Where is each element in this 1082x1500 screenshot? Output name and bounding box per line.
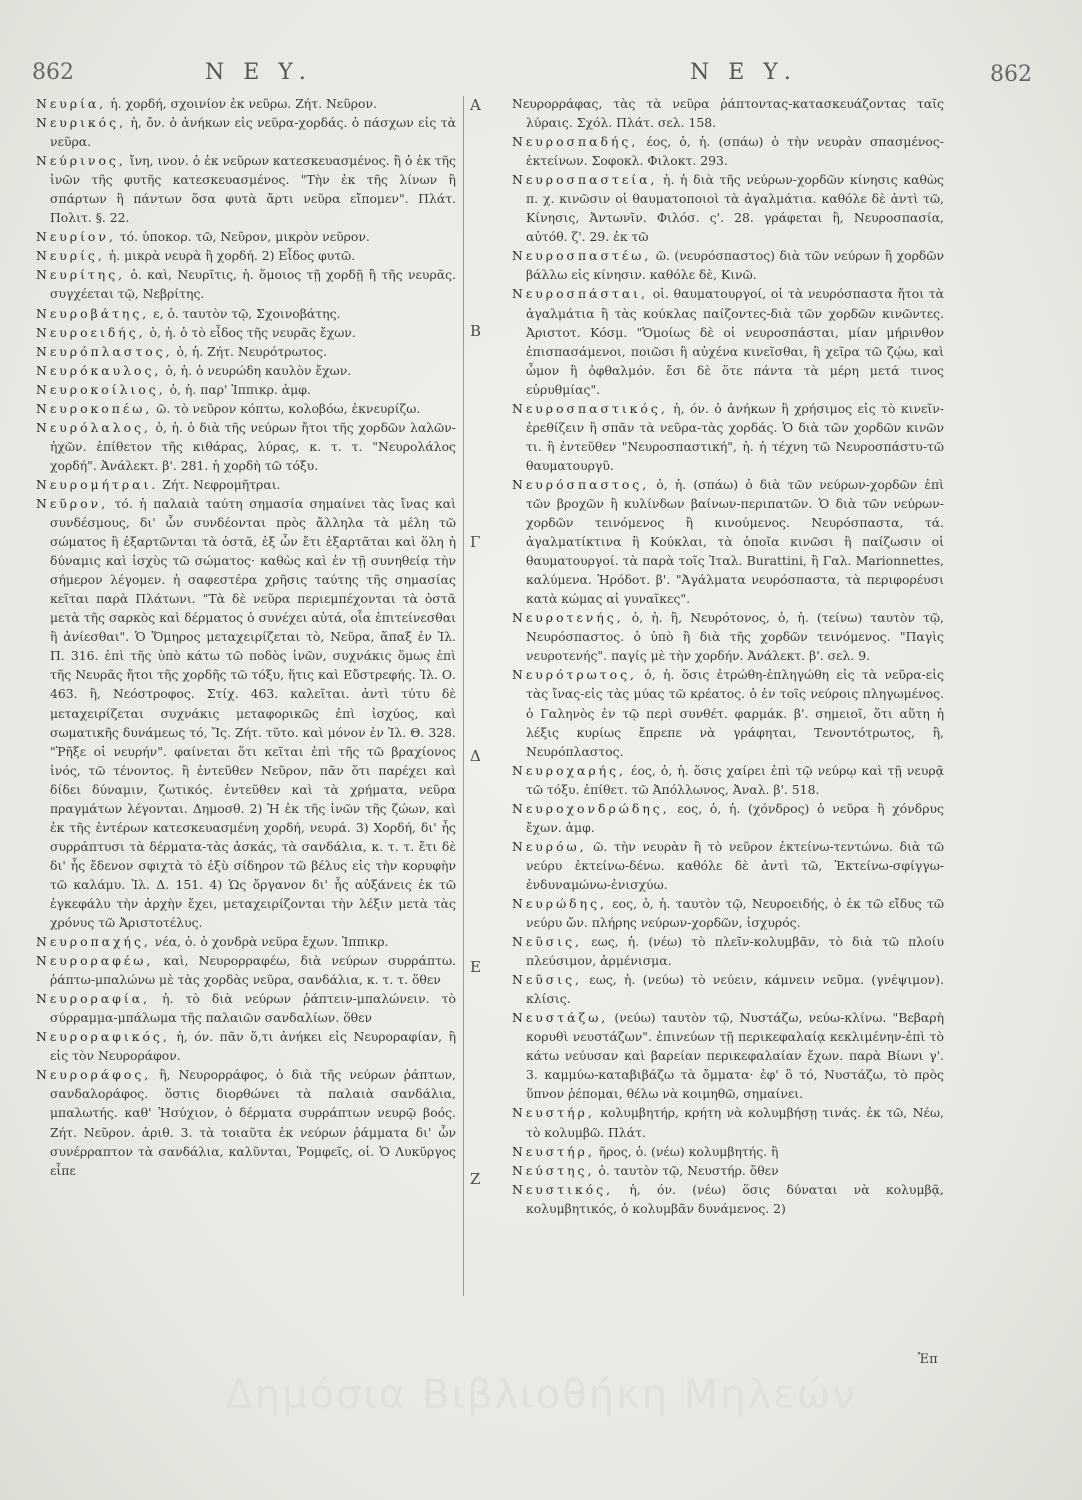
dictionary-entry: [36, 246, 456, 265]
entry-definition: ἡ. χορδή, σχοινίον ἐκ νεῦρω. Ζήτ. Νεῦρον.: [106, 96, 377, 111]
dictionary-entry: [512, 970, 944, 1008]
dictionary-entry: [36, 94, 456, 113]
dictionary-entry: [512, 1142, 944, 1161]
headword: Νεῦρον,: [36, 495, 109, 511]
dictionary-entry: [512, 284, 944, 398]
entry-definition: ὁ. καὶ, Νευρῖτις, ἡ. ὅμοιος τῇ χορδῇ ἢ τῆς νευρᾶς. συγχέεται τῷ, Νεβρίτης.: [50, 267, 456, 302]
dictionary-entry: [36, 418, 456, 475]
dictionary-entry: [512, 932, 944, 970]
dictionary-entry: [36, 1065, 456, 1179]
headword: Νεῦσις,: [512, 934, 582, 950]
entry-definition: ἡ, ὄν. ὁ ἀνήκων εἰς νεῦρα-χορδάς. ὁ πάσχων εἰς τὰ νεῦρα.: [50, 115, 456, 150]
entry-definition: ἡ. μικρὰ νευρὰ ἢ χορδή. 2) Εἶδος φυτῶ.: [104, 248, 356, 264]
entry-definition: ὁ. ταυτὸν τῷ, Νευστήρ. ὅθεν: [594, 1162, 779, 1178]
entry-definition: ὁ, ἡ. ἢ, Νευρότονος, ὁ, ἡ. (τείνω) ταυτὸν τῷ, Νευρόσπαστος. ὁ ὑπὸ ἢ διὰ τῆς χορδῶν τεινόμενος. "Παγὶς νευροτενής". παγίς μὲ τὴν χορδήν. Ἀνάλεκτ. β'. σελ. 9.: [526, 610, 944, 664]
dictionary-entry: [36, 323, 456, 342]
entry-definition: ὁ, ἡ. ὁ τὸ εἶδος τῆς νευρᾶς ἔχων.: [145, 324, 356, 340]
dictionary-entry: [36, 342, 456, 361]
dictionary-entry: [512, 799, 944, 837]
headword: Νευροπαχής,: [36, 934, 151, 950]
headword: Νευροχονδρώδης,: [512, 800, 670, 816]
dictionary-entry: [36, 361, 456, 380]
headword: Νευρικός,: [36, 115, 127, 131]
entry-definition: ῶ. τὸ νεῦρον κόπτω, κολοβόω, ἐκνευρίζω.: [152, 400, 421, 416]
headword: Νευρομήτραι.: [36, 476, 159, 492]
entry-definition: εως, ἡ. (νεύω) τὸ νεύειν, κάμνειν νεῦμα. (γνέψιμον). κλίσις.: [526, 972, 944, 1007]
entry-definition: εος, ὁ, ἡ. ταυτὸν τῷ, Νευροειδής, ὁ ἐκ τῶ εἴδυς τῶ νεύρυ ὤν. πλήρης νεύρων-χορδῶν, ἰσχυρός.: [526, 895, 944, 931]
headword: Νευροτενής,: [512, 610, 624, 626]
dictionary-entry: [512, 399, 944, 475]
entry-definition: ῶ. (νευρόσπαστος) διὰ τῶν νεύρων ἢ χορδῶν βάλλω εἰς κίνησιν. καθόλε δὲ, Κινῶ.: [526, 248, 944, 283]
headword: Νευρόλαλος,: [36, 419, 151, 435]
dictionary-entry: [512, 1008, 944, 1103]
section-letter-f: Ζ: [470, 1170, 481, 1188]
catchword: Ἐπ: [918, 1352, 938, 1367]
entry-definition: ῆρος, ὁ. (νέω) κολυμβητής. ἢ: [594, 1143, 779, 1159]
dictionary-entry: [36, 265, 456, 303]
headword: Νευστάζω,: [512, 1010, 609, 1026]
dictionary-entry: [36, 989, 456, 1027]
entry-definition: εος, ὁ, ἡ. (χόνδρος) ὁ νεῦρα ἢ χόνδρυς ἔχων. ἀμφ.: [526, 800, 944, 835]
entry-definition: εως, ἡ. (νέω) τὸ πλεῖν-κολυμβᾶν, τὸ διὰ τῶ πλοίυ πλεύσιμον, ἁρμένισμα.: [526, 934, 944, 969]
headword: Νευρόσπαστος,: [512, 476, 650, 492]
dictionary-entry: [512, 665, 944, 760]
dictionary-entry: [512, 132, 944, 170]
headword: Νευρότρωτος,: [512, 667, 637, 683]
entry-definition: οἱ. θαυματουργοί, οἱ τὰ νευρόσπαστα ἤτοι τὰ ἀγαλμάτια ἢ τὰς κούκλας παίζοντες-διὰ τῶν χορδῶν κινῶντες. Ἀριστοτ. Κόσμ. "Ὁμοίως δὲ οἱ νευροσπάσται, μίαν μήρινθον ἐπισπασάμενοι, ποιῶσι ἢ αὐχένα κινεῖσθαι, ἢ χεῖρα τῶ ζῴω, καὶ ὦμον ἢ ὀφθαλμόν. ἔσι δὲ ὅτε πάντα τὰ μέρη μετά τινος εὐρυθμίας".: [526, 286, 944, 397]
entry-definition: ἡ. ἡ διὰ τῆς νεύρων-χορδῶν κίνησις καθὼς π. χ. κινῶσιν οἱ θαυματοποιοὶ τὰ ἀγαλμάτια. καθόλε δὲ ἀντὶ τῶ, Κίνησις, Ἀντωνῖν. Φιλόσ. ς'. 28. γράφεται ἢ, Νευροσπασία, αὐτόθ. ζ'. 29. ἐκ τῶ: [526, 172, 944, 245]
column-divider: [463, 96, 464, 1296]
dictionary-entry: [36, 1027, 456, 1065]
headword: Νεύστης,: [512, 1162, 595, 1178]
headword: Νευστήρ,: [512, 1105, 595, 1121]
headword: Νευστικός,: [512, 1181, 614, 1197]
dictionary-entry: [512, 761, 944, 799]
dictionary-entry: [36, 304, 456, 323]
dictionary-entry: [512, 1180, 944, 1218]
entry-definition: ὁ, ἡ. ὅσις ἐτρώθη-ἐπληγώθη εἰς τὰ νεῦρα-εἰς τὰς ἴνας-εἰς τὰς μύας τῶ κρέατος. ὁ ἐν τοῖς νεύροις πληγωμένος. ὁ Γαληνὸς ἐν τῷ περὶ συνθέτ. φαρμάκ. β'. σημειοῖ, ὅτι αὕτη ἡ λέξις κυρίως ἔπρεπε νὰ γράφηται, Τενοντότρωτος, ἢ, Νευρόπλαστος.: [526, 667, 944, 759]
entry-definition: ὁ, ἡ. (σπάω) ὁ διὰ τῶν νεύρων-χορδῶν ἐπὶ τῶν βροχῶν ἢ κυλίνδων βαίνων-περιπατῶν. Ὁ διὰ τῶν νεύρων-χορδῶν τεινόμενος ἢ κινούμενος. Νευρόσπαστα, τά. ἀγαλματίκτινα ἢ Κούκλαι, τὰ ὁποῖα κινῶσι ἢ παίζωσιν οἱ θαυματουργοί. τὰ παρὰ τοῖς Ἰταλ. Burattini, ἢ Γαλ. Marionnettes, καλύμενα. Ἡρόδοτ. β'. "Ἀγάλματα νευρόσπαστα, τὰ περιφορέυσι κατὰ κώμας αἱ γυναῖκες".: [526, 476, 944, 607]
dictionary-entry: [512, 475, 944, 608]
section-letter-e: Ε: [470, 958, 481, 976]
entry-definition: τό. ὑποκορ. τῶ, Νεῦρον, μικρὸν νεῦρον.: [115, 229, 370, 245]
page-number-right: 862: [990, 62, 1032, 87]
headword: Νευρώδης,: [512, 895, 607, 911]
headword: Νευροσπαστέω,: [512, 248, 652, 264]
entry-definition: ἡ, όν. ὁ ἀνήκων ἢ χρήσιμος εἰς τὸ κινεῖν-ἐρεθίζειν ἢ σπᾶν τὰ νεῦρα-τὰς χορδάς. Ὁ διὰ τῶν χορδῶν κινῶν τι. ἢ ἐντεῦθεν "Νευροσπαστική", ἡ. ἡ τέχνη τῶ Νευροσπάστυ-τῶ θαυματουργῦ.: [526, 400, 944, 473]
headword: Νευροραφικός,: [36, 1029, 170, 1045]
section-letter-c: Γ: [470, 533, 481, 551]
dictionary-entry: [512, 837, 944, 894]
entry-definition: ἡ. τὸ διὰ νεύρων ῥάπτειν-μπαλώνειν. τὸ σύρραμμα-μπάλωμα τῆς παλαιῶν σανδαλίων. ὅθεν: [50, 991, 456, 1026]
right-column: [512, 94, 944, 1379]
library-watermark: Δημόσια Βιβλιοθήκη Μηλεών: [225, 1372, 857, 1418]
entry-definition: έος, ὁ, ἡ. ὅσις χαίρει ἐπὶ τῷ νεύρῳ καὶ τῇ νευρᾷ τῶ τόξυ. ἐπίθετ. τῶ Ἀπόλλωνος, Ἀναλ. β'. 518.: [526, 762, 944, 797]
headword: Νευροκοίλιος,: [36, 381, 166, 397]
section-letter-a: Α: [470, 96, 481, 114]
headword: Νευρόπλαστος,: [36, 343, 173, 359]
headword: Νευροκοπέω,: [36, 400, 153, 416]
entry-definition: ἢ, Νευρορράφος, ὁ διὰ τῆς νεύρων ῥάπτων, σανδαλοράφος. ὅστις διορθώνει τὰ παλαιὰ σανδάλια, μπαλωτής. καθ' Ἡσύχιον, ὁ δέρματα συρράπτων νευρῷ βοός. Ζήτ. Νεῦρον. ἀριθ. 3. τὰ τοιαῦτα ἐκ νεύρων ῥάμματα δι' ὧν συνέρραπτον τὰ σανδάλια, καλῦνται, Ῥομφεῖς, οἱ. Ὁ Λυκῦργος εἶπε: [50, 1067, 456, 1178]
headword: Νευρόκαυλος,: [36, 362, 162, 378]
section-letter-d: Δ: [470, 747, 481, 765]
headword: Νευροσπαστεία,: [512, 172, 658, 188]
entry-definition: κολυμβητήρ, κρήτη νὰ κολυμβήσῃ τινάς. ἐκ τῶ, Νέω, τὸ κολυμβῶ. Πλάτ.: [526, 1105, 944, 1140]
entry-definition: ε, ὁ. ταυτὸν τῷ, Σχοινοβάτης.: [149, 305, 341, 321]
dictionary-entry: [512, 94, 944, 132]
entry-definition: ἴνη, ινον. ὁ ἐκ νεῦρων κατεσκευασμένος. ἢ ὁ ἐκ τῆς ἰνῶν τῆς φυτῆς κατεσκευασμένος. "Τὴν ἐκ τῆς λίνων ἢ σπάρτων ἢ πάντων ὅσα φυτὰ ἄρτι νεῦρα εἴπομεν". Πλάτ. Πολιτ. §. 22.: [50, 153, 456, 226]
dictionary-entry: [512, 170, 944, 246]
headword: Νευροσπαδής,: [512, 134, 639, 150]
dictionary-entry: [36, 399, 456, 418]
entry-definition: Νευρορράφας, τὰς τὰ νεῦρα ῥάπτοντας-κατασκευάζοντας ταῖς λύραις. Σχόλ. Πλάτ. σελ. 158.: [512, 96, 944, 131]
entry-definition: ῶ. τὴν νευρὰν ἢ τὸ νεῦρον ἐκτείνω-τεντώνω. διὰ τῶ νεύρυ ἐκτείνω-δένω. καθόλε δὲ ἀντὶ τῶ, Ἐκτείνω-σφίγγω-ἐνδυναμώνω-ἐνισχύω.: [526, 838, 944, 892]
entry-definition: ὁ, ἡ. ὁ νευρώδη καυλὸν ἔχων.: [161, 362, 352, 378]
headword: Νευρίον,: [36, 229, 116, 245]
entry-definition: ὁ, ἡ. Ζήτ. Νευρότρωτος.: [172, 343, 327, 359]
headword: Νευροσπάσται,: [512, 286, 648, 302]
headword: Νευρίς,: [36, 248, 105, 264]
headword: Νευροράφος,: [36, 1067, 152, 1083]
headword: Νευροχαρής,: [512, 762, 626, 778]
running-head-right: Ν Ε Υ.: [690, 60, 797, 85]
headword: Νευροραφία,: [36, 991, 151, 1007]
entry-definition: έος, ὁ, ἡ. (σπάω) ὁ τὴν νευρὰν σπασμένος-ἐκτείνων. Σοφοκλ. Φιλοκτ. 293.: [526, 134, 944, 169]
dictionary-entry: [36, 494, 456, 932]
dictionary-entry: [512, 1161, 944, 1180]
entry-definition: καὶ, Νευρορραφέω, διὰ νεύρων συρράπτω. ῥάπτω-μπαλώνω μὲ τὰς χορδὰς νεῦρα, σανδάλια, κ. τ. τ. ὅθεν: [50, 953, 456, 988]
headword: Νευρίτης,: [36, 267, 126, 283]
headword: Νεῦσις,: [512, 972, 582, 988]
headword: Νευροειδής,: [36, 324, 146, 340]
running-head-left: Ν Ε Υ.: [205, 60, 312, 85]
dictionary-entry: [36, 227, 456, 246]
dictionary-entry: [512, 608, 944, 665]
dictionary-entry: [512, 246, 944, 284]
headword: Νευροσπαστικός,: [512, 400, 668, 416]
dictionary-entry: [36, 151, 456, 227]
headword: Νευροραφέω,: [36, 953, 154, 969]
headword: Νευρία,: [36, 96, 107, 111]
left-column: [36, 94, 456, 1379]
entry-definition: νέα, ὁ. ὁ χονδρὰ νεῦρα ἔχων. Ἱππικρ.: [150, 934, 389, 950]
dictionary-entry: [36, 951, 456, 989]
dictionary-entry: [36, 475, 456, 494]
entry-definition: ἡ, όν. (νέω) ὅσις δύναται νὰ κολυμβᾷ, κολυμβητικός, ὁ κολυμβᾶν δυνάμενος. 2): [526, 1181, 944, 1216]
entry-definition: ὁ, ἡ. ὁ διὰ τῆς νεύρων ἤτοι τῆς χορδῶν λαλῶν-ἠχῶν. ἐπίθετον τῆς κιθάρας, λύρας, κ. τ. τ. "Νευρολάλος χορδή". Ἀνάλεκτ. β'. 281. ἡ χορδὴ τῶ τόξυ.: [50, 419, 456, 473]
dictionary-entry: [36, 380, 456, 399]
dictionary-entry: [36, 932, 456, 951]
section-letter-b: Β: [470, 322, 482, 340]
entry-definition: Ζήτ. Νεφρομῆτραι.: [158, 476, 281, 492]
headword: Νευροβάτης,: [36, 305, 150, 321]
dictionary-entry: [512, 894, 944, 932]
headword: Νεύρινος,: [36, 153, 126, 169]
headword: Νευρόω,: [512, 838, 587, 854]
dictionary-entry: [512, 1103, 944, 1141]
headword: Νευστήρ,: [512, 1143, 595, 1159]
entry-definition: (νεύω) ταυτὸν τῷ, Νυστάζω, νεύω-κλίνω. "Βεβαρὴ κορυθὶ νευστάζων". ἐπινεύων τῇ περικεφαλαίᾳ κεκλιμένην-ἐπὶ τὸ κάτω νεύυσαν καὶ βαρείαν περικεφαλαίαν ἔχων. παρὰ Βίωνι γ'. 3. καμμύω-καταβιβάζω τὰ ὄμματα· ἐφ' ὃ τό, Νυστάζω, τὸ πρὸς ὕπνον ῥέπομαι, θέλω νὰ κοιμηθῶ, σημαίνει.: [526, 1010, 944, 1102]
entry-definition: ἡ, όν. πᾶν ὅ,τι ἀνήκει εἰς Νευροραφίαν, ἢ εἰς τὸν Νευροράφον.: [50, 1029, 456, 1064]
page-number-left: 862: [32, 60, 74, 85]
entry-definition: τό. ἡ παλαιὰ ταύτη σημασία σημαίνει τὰς ἴνας καὶ συνδέσμους, δι' ὧν συνδέονται πρὸς ἄλληλα τὰ μέλη τῶ σώματος ἢ ἐξαρτῶνται τὰ ὀστᾶ, ἐξ ὧν ἔτι ἐξαρτᾶται καὶ ὅλη ἡ δύναμις καὶ ἰσχὺς τῶ σώματος· καθὼς καὶ ἐν τῇ συνηθείᾳ τὴν σήμερον λέγομεν. ἡ σαφεστέρα χρῆσις ταύτης τῆς σημασίας κεῖται παρὰ Πλάτωνι. "Τὰ δὲ νεῦρα περιεμπέχονται τὰ ὀστᾶ μετὰ τῆς σαρκὸς καὶ δέρματος ὁ συνέχει αὐτά, οἷα ἐπιτείνεσθαι ἢ ἀνίεσθαι". Ὁ Ὅμηρος μεταχειρίζεται τὸ, Νεῦρα, ἅπαξ ἐν Ἰλ. Π. 316. ἐπὶ τῆς ὑπὸ κάτω τῶ ποδὸς ἰνῶν, συχνάκις ὅμως ἐπὶ τῆς Νευρᾶς ἤτοι τῆς χορδῆς τῶ τόξυ, ἥτις καὶ Εὔστρεφής. Ἰλ. Ο. 463. ἢ, Νεόστροφος. Στίχ. 463. καλεῖται. ἀντὶ τύτυ δὲ μεταχειρίζεται συχνάκις μεταφορικῶς ἐπὶ ἰσχύος, καὶ σωματικῆς δυνάμεως τό, Ἴς. Ζήτ. τῦτο. καὶ μόνον ἐν Ἰλ. Θ. 328. "Ῥῆξε οἱ νευρήν". φαίνεται ὅτι κεῖται ἐπὶ τῆς τῶ βραχίονος ἰνός, τῶ τένοντος. ἢ ἐντεῦθεν Νεῦρον, πᾶν ὅτι παρέχει καὶ δίδει δύναμιν, ζωτικός. ἐντεῦθεν καὶ τὰ χρήματα, νεῦρα πραγμάτων λέγονται. Δημοσθ. 2) Ἡ ἐκ τῆς ἰνῶν τῆς ζώων, καὶ ἐκ τῆς ἐντέρων κατεσκευασμένη χορδή, νευρά. 3) Χορδή, δι' ἧς συρράπτυσι τὰ δέρματα-τὰς ἀσκάς, τὰ σανδάλια, κ. τ. τ. ἔτι δὲ δι' ἧς ἔδενον σφιχτὰ τὸ ἐξὺ σίδηρον τῶ βέλυς εἰς τὴν κορυφὴν τῶ καλάμυ. Ἰλ. Δ. 151. 4) Ὡς ὄργανον δι' ἧς αὐξάνεις ἐκ τῶ ἐγκεφάλυ τὴν ἀρχὴν ἔχει, μεταχειρίζονται τὴν λέξιν μετὰ τὰς χρόνυς τῶ Ἀριστοτέλυς.: [50, 495, 456, 931]
dictionary-entry: [36, 113, 456, 151]
entry-definition: ὁ, ἡ. παρ' Ἱππικρ. ἀμφ.: [165, 381, 311, 397]
